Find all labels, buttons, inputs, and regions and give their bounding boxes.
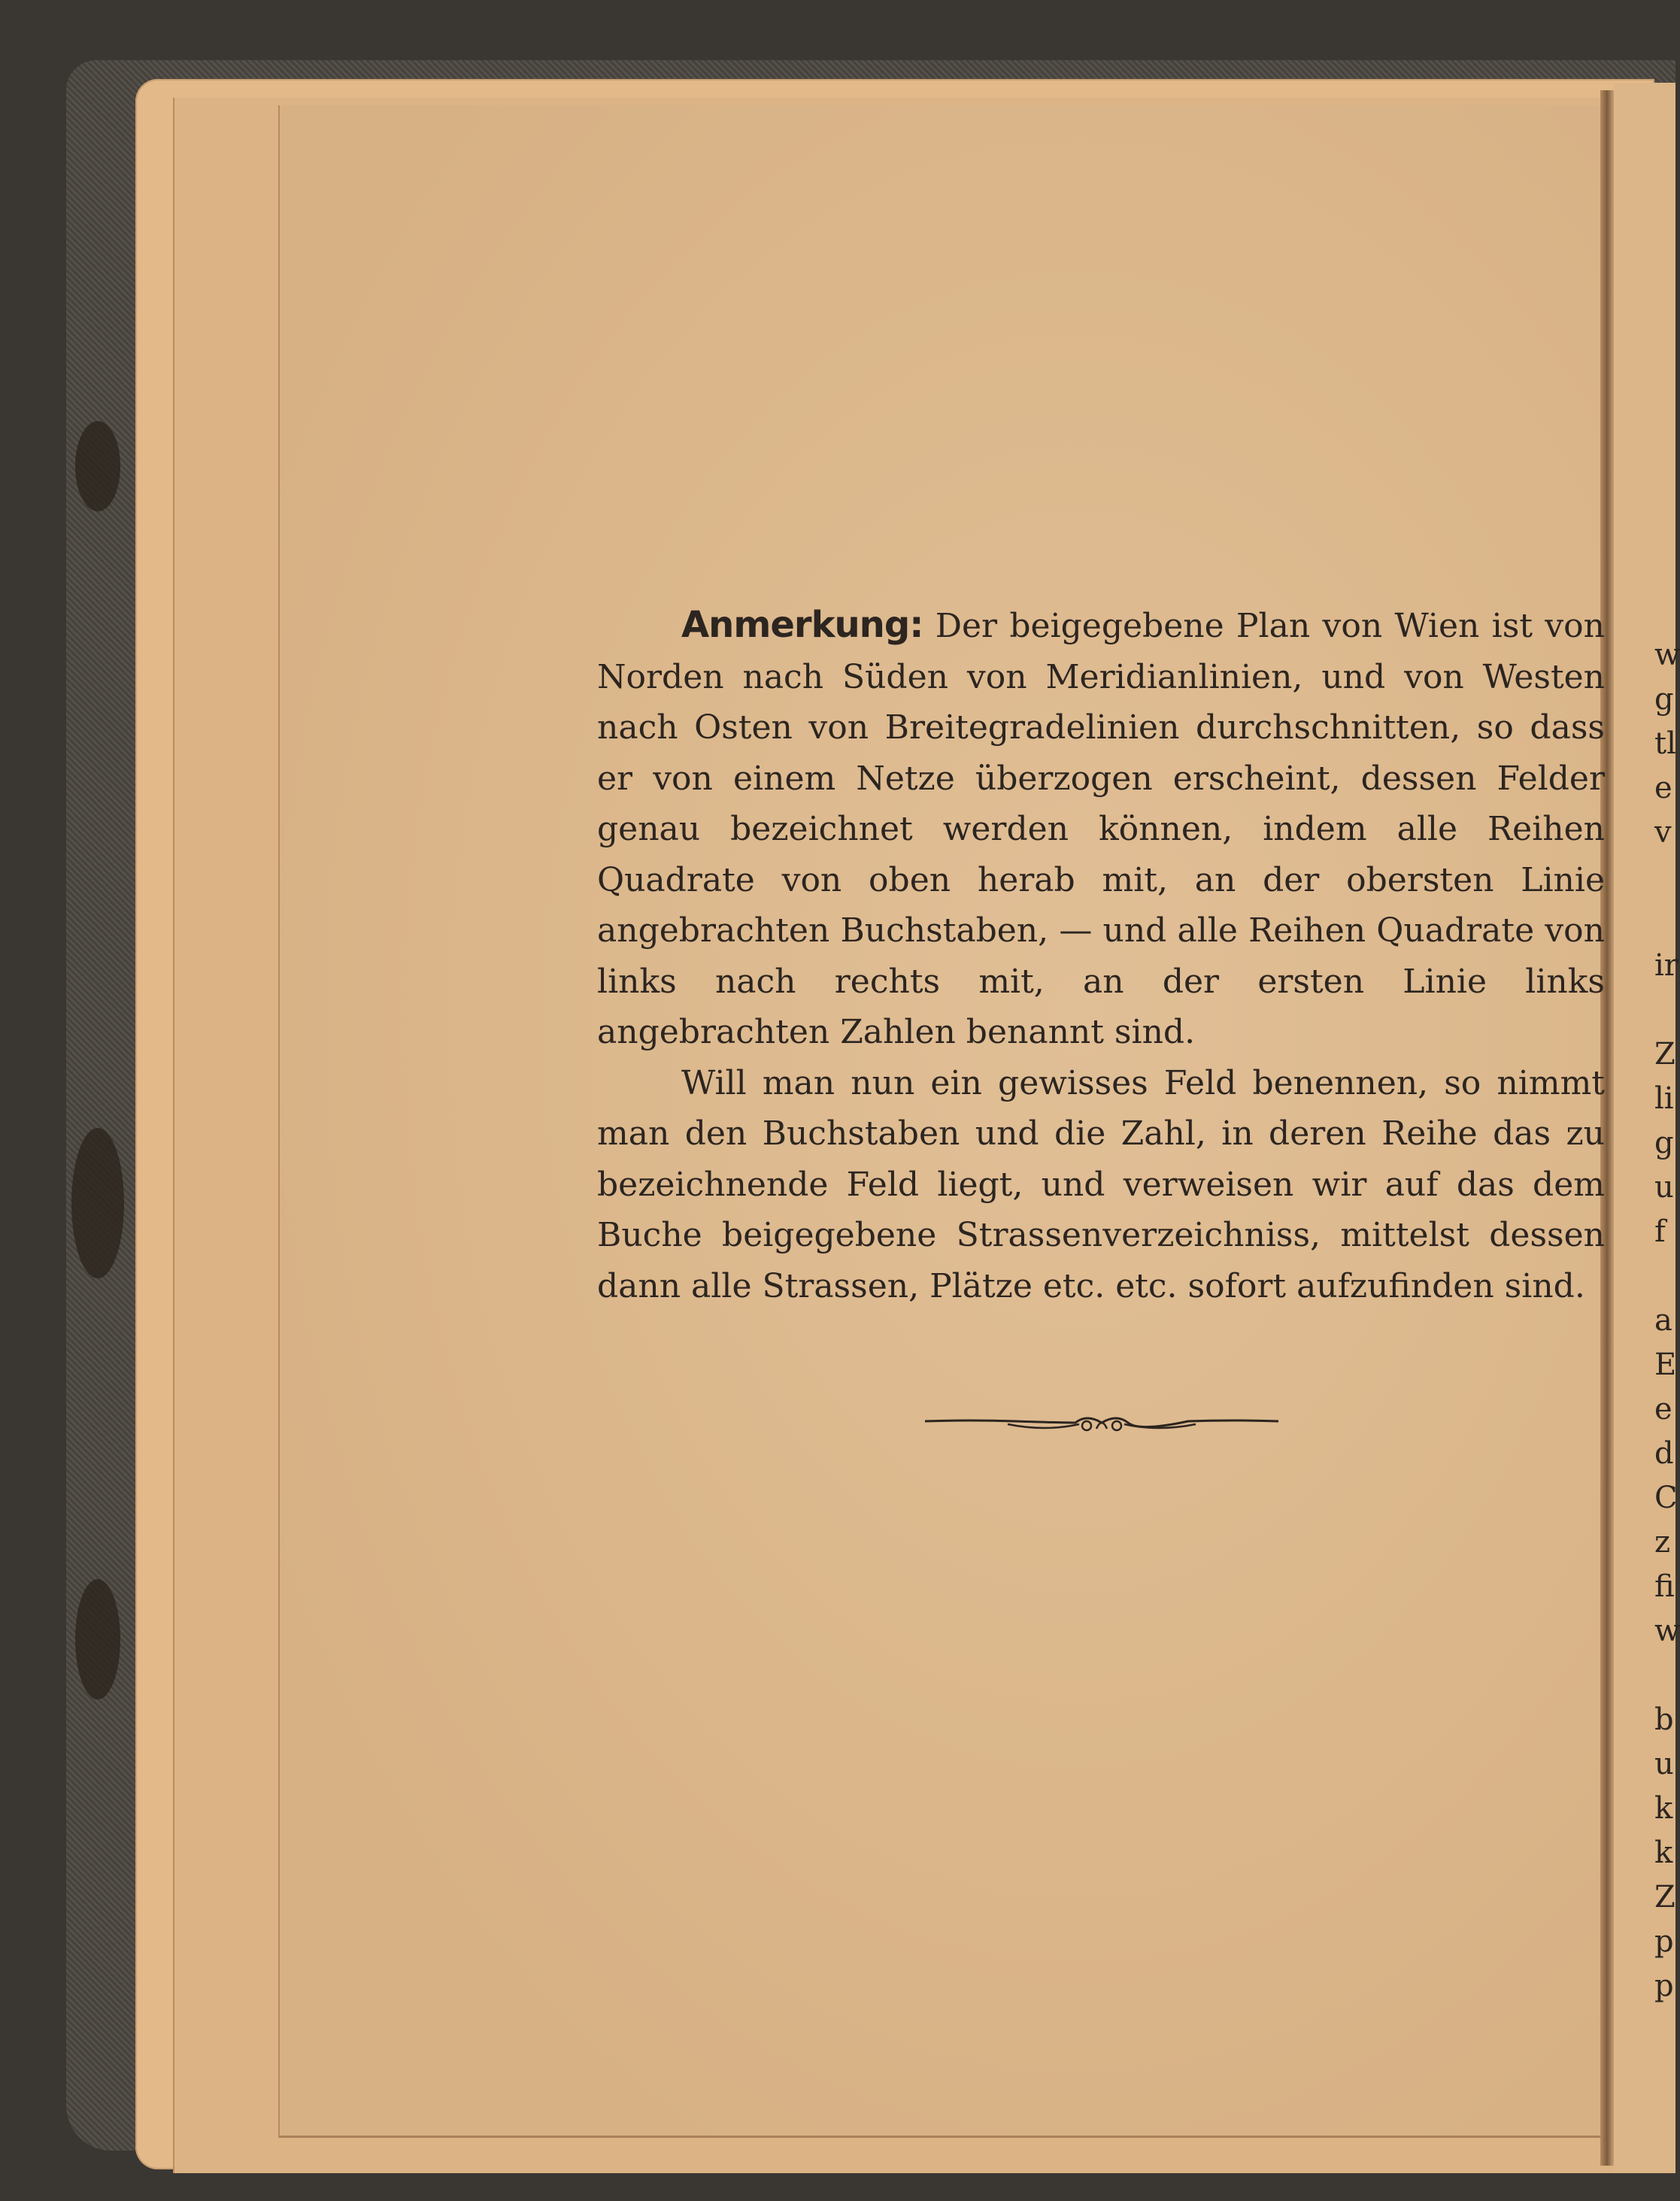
facing-page-fragment: d: [1654, 1436, 1674, 1471]
facing-page-fragment: g: [1654, 1126, 1674, 1160]
facing-page-fragment: [1654, 988, 1675, 1032]
paragraph-1: [597, 600, 1605, 1058]
facing-page-fragment: ir: [1654, 948, 1678, 983]
facing-page-fragment: z: [1654, 1525, 1671, 1560]
ornament-divider-icon: [925, 1406, 1278, 1436]
facing-page-fragment: [1654, 855, 1675, 899]
facing-page-text: [1654, 633, 1680, 2008]
facing-page-fragment: p: [1654, 1924, 1674, 1959]
facing-page-fragment: [1654, 1654, 1675, 1698]
facing-page-fragment: E: [1654, 1348, 1677, 1382]
facing-page-fragment: fi: [1654, 1569, 1675, 1604]
paragraph-2: Will man nun ein gewisses Feld benennen, so nimmt man den Buchstaben und die Zahl, in deren Reihe das zu bezeichnende Feld liegt, und verweisen wir auf das dem Buche beigegebene Strassenverzeichniss, mittelst dessen dann alle Strassen, Plätze etc. etc. sofort aufzufinden sind.: [597, 1063, 1605, 1305]
facing-page-fragment: p: [1654, 1969, 1674, 2003]
facing-page-fragment: Z: [1654, 1037, 1675, 1072]
cover-stain: [71, 1128, 124, 1278]
facing-page-fragment: [1654, 1254, 1675, 1299]
note-text: [597, 600, 1605, 1311]
facing-page-fragment: tl: [1654, 726, 1676, 761]
facing-page-fragment: w: [1654, 1614, 1680, 1648]
facing-page-fragment: f: [1654, 1214, 1666, 1249]
facing-page-fragment: C: [1654, 1481, 1678, 1515]
paragraph-1-text: Der beigegebene Plan von Wien ist von Norden nach Süden von Meridianlinien, und von Westen nach Osten von Breitegradelinien durchschnitten, so dass er von einem Netze überzogen erscheint, dessen Felder genau bezeichnet werden können, indem alle Reihen Quadrate von oben herab mit, an der obersten Linie angebrachten Buchstaben, — und alle Reihen Quadrate von links nach rechts mit, an der ersten Linie links angebrachten Zahlen benannt sind.: [597, 607, 1605, 1051]
facing-page-fragment: u: [1654, 1170, 1674, 1205]
facing-page-fragment: g: [1654, 682, 1674, 717]
facing-page-fragment: [1654, 899, 1675, 944]
facing-page-fragment: e: [1654, 1392, 1672, 1426]
facing-page-fragment: e: [1654, 771, 1672, 805]
cover-stain: [75, 1579, 120, 1699]
facing-page-fragment: u: [1654, 1747, 1674, 1781]
facing-page-fragment: li: [1654, 1081, 1674, 1116]
facing-page-fragment: b: [1654, 1702, 1674, 1737]
facing-page-fragment: v: [1654, 815, 1672, 850]
facing-page-fragment: k: [1654, 1836, 1673, 1870]
facing-page-fragment: Z: [1654, 1880, 1675, 1915]
facing-page-fragment: w: [1654, 638, 1680, 672]
note-heading: Anmerkung:: [681, 604, 923, 646]
facing-page-fragment: k: [1654, 1791, 1673, 1826]
facing-page-fragment: a: [1654, 1303, 1672, 1338]
cover-stain: [75, 421, 120, 511]
